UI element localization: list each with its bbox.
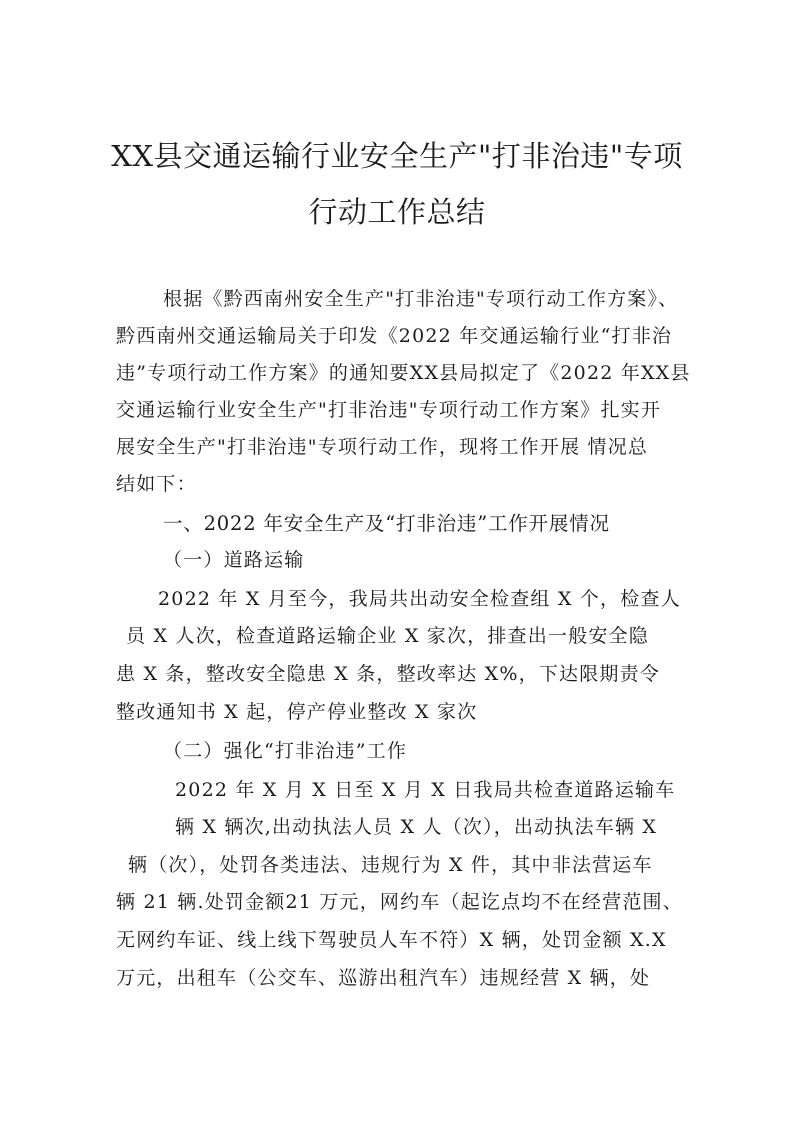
subsection-heading: （一）道路运输 [163,549,305,571]
paragraph-line: 整改通知书 X 起，停产停业整改 X 家次 [116,701,478,723]
document-title-line-1: XX县交通运输行业安全生产"打非治违"专项 [111,139,683,173]
paragraph-line: 员 X 人次，检查道路运输企业 X 家次，排查出一般安全隐 [126,625,650,647]
paragraph-line: 辆 21 辆.处罚金额21 万元，网约车（起讫点均不在经营范围、 [116,891,683,913]
paragraph-line: 交通运输行业安全生产"打非治违"专项行动工作方案》扎实开 [116,399,662,421]
paragraph-line: 2022 年 X 月 X 日至 X 月 X 日我局共检查道路运输车 [175,779,676,801]
paragraph-line: 黔西南州交通运输局关于印发《2022 年交通运输行业“打非治 [116,325,673,347]
paragraph-line: 万元，出租车（公交车、巡游出租汽车）违规经营 X 辆，处 [116,967,651,989]
paragraph-line: 违”专项行动工作方案》的通知要XX县局拟定了《2022 年XX县 [116,362,691,384]
subsection-heading: （二）强化“打非治违”工作 [163,740,408,762]
document-title-line-2: 行动工作总结 [308,195,486,229]
paragraph-line: 辆（次），处罚各类违法、违规行为 X 件，其中非法营运车 [128,854,653,876]
paragraph-line: 根据《黔西南州安全生产"打非治违"专项行动工作方案》、 [163,288,679,310]
paragraph-line: 辆 X 辆次,出动执法人员 X 人（次），出动执法车辆 X [175,816,658,838]
paragraph-line: 结如下： [116,473,197,495]
paragraph-line: 展安全生产"打非治违"专项行动工作，现将工作开展 情况总 [116,436,649,458]
section-heading: 一、2022 年安全生产及“打非治违”工作开展情况 [163,512,610,535]
paragraph-line: 患 X 条，整改安全隐患 X 条，整改率达 X%，下达限期责令 [116,663,661,685]
paragraph-line: 无网约车证、线上线下驾驶员人车不符）X 辆，处罚金额 X.X [116,929,667,951]
paragraph-line: 2022 年 X 月至今，我局共出动安全检查组 X 个，检查人 [158,588,681,610]
